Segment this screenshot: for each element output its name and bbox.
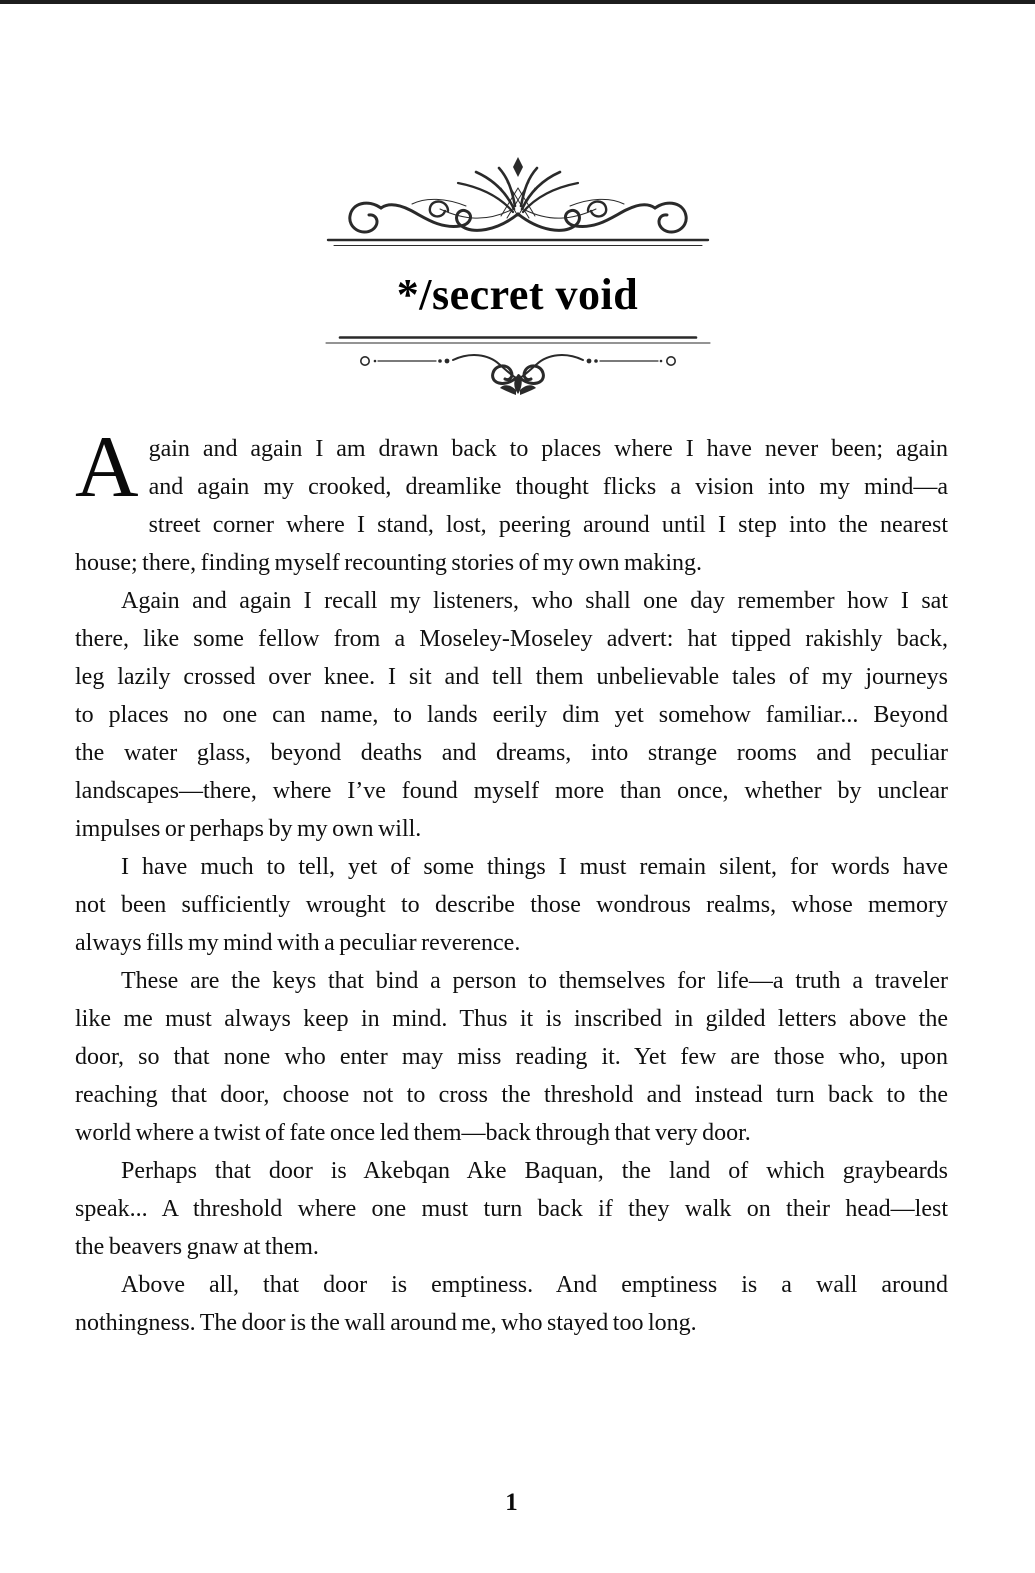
top-flourish-ornament <box>0 154 1035 249</box>
text-line: reaching that door, choose not to cross the threshold and instead turn back to the <box>75 1081 948 1108</box>
text-line: nothingness. The door is the wall around me, who stayed too long. <box>75 1309 697 1336</box>
drop-cap: A <box>75 418 139 516</box>
text-line: the beavers gnaw at them. <box>75 1233 319 1260</box>
text-line: always fills my mind with a peculiar reverence. <box>75 929 521 956</box>
text-line: to places no one can name, to lands eerily dim yet somehow familiar... Beyond <box>75 701 948 728</box>
text-line: house; there, finding myself recounting stories of my own making. <box>75 549 703 576</box>
paragraph <box>75 962 948 1152</box>
text-line: These are the keys that bind a person to themselves for life—a truth a traveler <box>121 967 948 994</box>
flourish-icon <box>318 154 718 249</box>
text-line: the water glass, beyond deaths and dreams, into strange rooms and peculiar <box>75 739 948 766</box>
divider-icon <box>318 334 718 396</box>
text-line: gain and again I am drawn back to places where I have never been; again <box>148 435 948 462</box>
paragraph <box>75 1266 948 1342</box>
text-line: door, so that none who enter may miss reading it. Yet few are those who, upon <box>75 1043 948 1070</box>
text-line: I have much to tell, yet of some things I must remain silent, for words have <box>121 853 948 880</box>
text-line: and again my crooked, dreamlike thought flicks a vision into my mind—a <box>148 473 948 500</box>
paragraph <box>75 582 948 848</box>
text-line: Again and again I recall my listeners, who shall one day remember how I sat <box>121 587 948 614</box>
text-line: Perhaps that door is Akebqan Ake Baquan, the land of which graybeards <box>121 1157 948 1184</box>
paragraph <box>75 418 948 582</box>
text-line: like me must always keep in mind. Thus it is inscribed in gilded letters above the <box>75 1005 948 1032</box>
text-line: impulses or perhaps by my own will. <box>75 815 422 842</box>
text-line: there, like some fellow from a Moseley-Moseley advert: hat tipped rakishly back, <box>75 625 948 652</box>
paragraph <box>75 848 948 962</box>
text-line: street corner where I stand, lost, peering around until I step into the nearest <box>148 511 948 538</box>
text-line: world where a twist of fate once led them—back through that very door. <box>75 1119 751 1146</box>
top-border-bar <box>0 0 1035 4</box>
text-line: leg lazily crossed over knee. I sit and tell them unbelievable tales of my journeys <box>75 663 948 690</box>
page-footer <box>75 1488 948 1518</box>
text-line: Above all, that door is emptiness. And emptiness is a wall around <box>121 1271 948 1298</box>
page-number: 1 <box>505 1488 518 1516</box>
text-line: landscapes—there, where I’ve found myself more than once, whether by unclear <box>75 777 948 804</box>
paragraph <box>75 1152 948 1266</box>
chapter-title: */secret void <box>396 270 639 319</box>
divider-ornament <box>0 334 1035 396</box>
text-line: speak... A threshold where one must turn back if they walk on their head—lest <box>75 1195 948 1222</box>
text-line: not been sufficiently wrought to describe those wondrous realms, whose memory <box>75 891 948 918</box>
chapter-body <box>75 418 948 1342</box>
